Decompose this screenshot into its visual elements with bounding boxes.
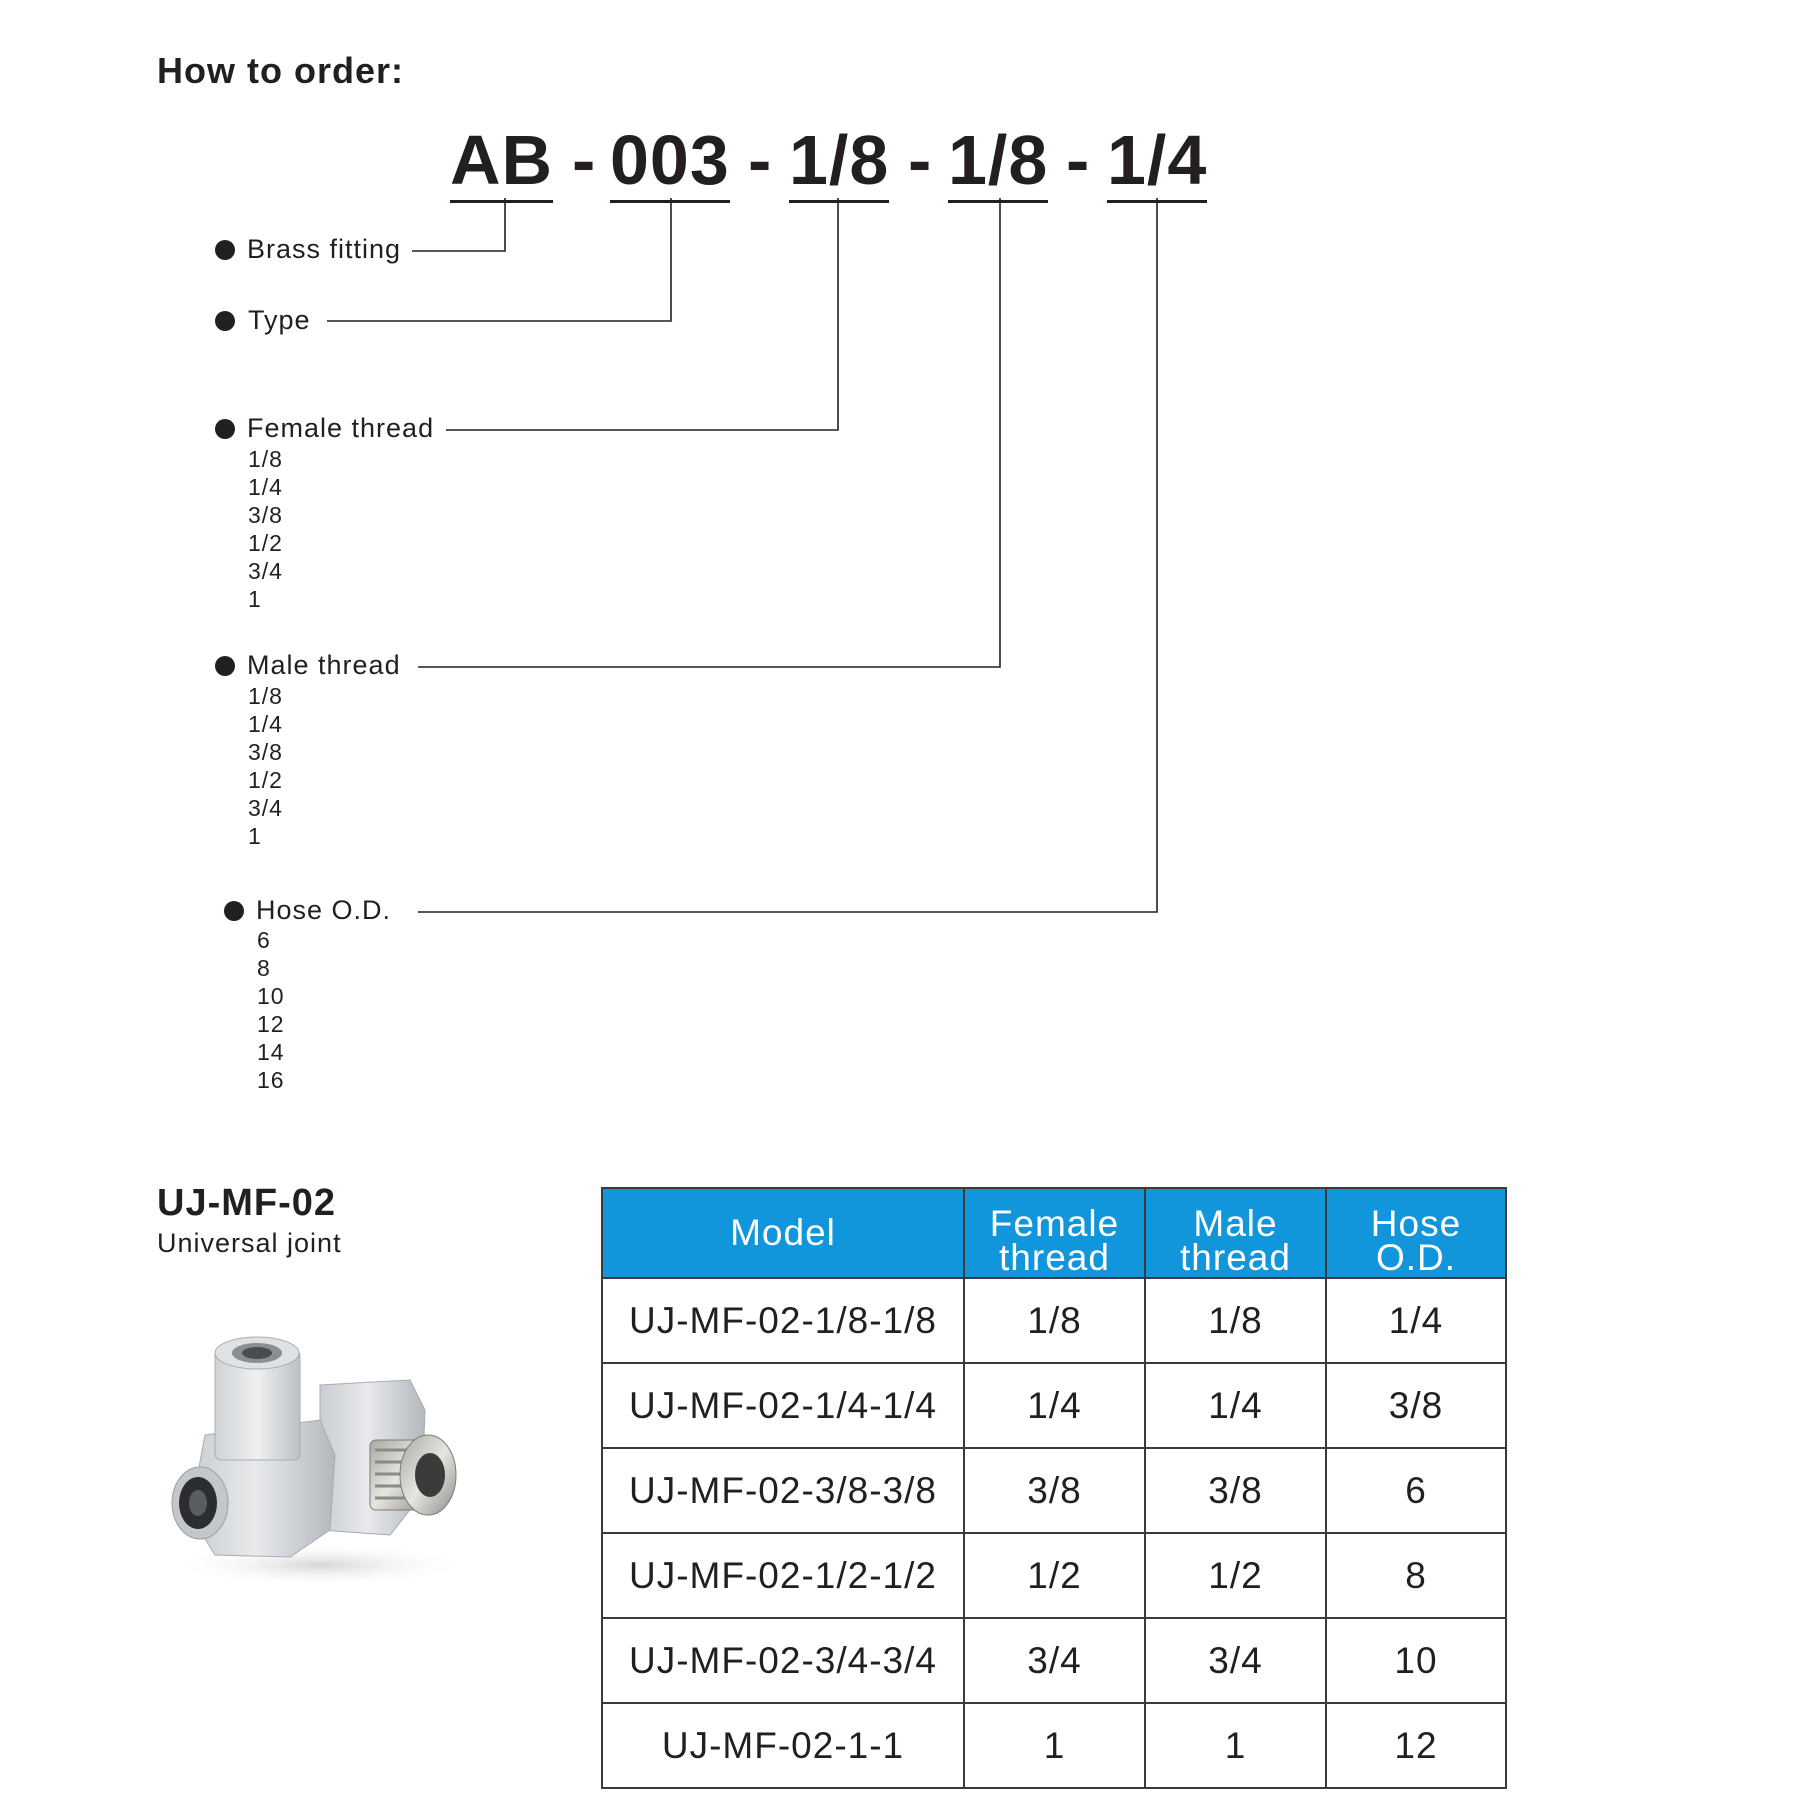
option-item: 1/8 (248, 446, 283, 472)
bullet-icon (215, 419, 235, 439)
code-separator: - (748, 121, 772, 199)
spec-table (601, 1187, 1507, 1789)
cell-male-thread: 1/8 (1145, 1278, 1326, 1363)
option-item: 6 (257, 927, 271, 953)
header-female-thread (964, 1188, 1145, 1278)
option-item: 8 (257, 955, 271, 981)
cell-female-thread: 1/2 (964, 1533, 1145, 1618)
option-item: 12 (257, 1011, 285, 1037)
header-male-thread (1145, 1188, 1326, 1278)
cell-male-thread: 3/8 (1145, 1448, 1326, 1533)
female-thread-options (248, 445, 283, 613)
leader-hose-od (418, 198, 1157, 912)
male-thread-options (248, 682, 283, 850)
header-line: thread (999, 1237, 1110, 1278)
how-to-order-title: How to order: (157, 50, 404, 91)
cell-hose-od: 10 (1326, 1618, 1506, 1703)
table-row (602, 1703, 1506, 1788)
code-separator: - (572, 121, 596, 199)
hose-od-options (257, 926, 285, 1094)
cell-male-thread: 1 (1145, 1703, 1326, 1788)
table-row (602, 1618, 1506, 1703)
option-item: 14 (257, 1039, 285, 1065)
universal-joint-photo (160, 1325, 465, 1590)
bullet-icon (224, 901, 244, 921)
cell-model: UJ-MF-02-3/8-3/8 (602, 1448, 964, 1533)
code-separator: - (908, 121, 932, 199)
option-item: 3/4 (248, 558, 283, 584)
product-subtitle: Universal joint (157, 1228, 342, 1258)
option-item: 1/2 (248, 767, 283, 793)
code-part-type: 003 (610, 122, 730, 203)
header-line: Male (1193, 1203, 1278, 1244)
cell-male-thread: 3/4 (1145, 1618, 1326, 1703)
cell-model: UJ-MF-02-1/2-1/2 (602, 1533, 964, 1618)
cell-model: UJ-MF-02-3/4-3/4 (602, 1618, 964, 1703)
field-label-male-thread: Male thread (247, 650, 401, 680)
cell-hose-od: 1/4 (1326, 1278, 1506, 1363)
option-item: 1/4 (248, 711, 283, 737)
header-model (602, 1188, 964, 1278)
cell-female-thread: 1/8 (964, 1278, 1145, 1363)
cell-hose-od: 3/8 (1326, 1363, 1506, 1448)
table-row (602, 1448, 1506, 1533)
cell-model: UJ-MF-02-1/4-1/4 (602, 1363, 964, 1448)
option-item: 10 (257, 983, 285, 1009)
table-row (602, 1363, 1506, 1448)
cell-female-thread: 1 (964, 1703, 1145, 1788)
field-label-hose-od: Hose O.D. (256, 895, 392, 925)
header-line: thread (1180, 1237, 1291, 1278)
cell-male-thread: 1/4 (1145, 1363, 1326, 1448)
table-header-row (602, 1188, 1506, 1278)
cell-hose-od: 12 (1326, 1703, 1506, 1788)
cell-female-thread: 3/4 (964, 1618, 1145, 1703)
leader-brass-fitting (412, 198, 505, 251)
field-label-brass-fitting: Brass fitting (247, 234, 402, 264)
option-item: 1 (248, 823, 262, 849)
field-label-type: Type (248, 305, 311, 335)
code-part-male-thread: 1/8 (948, 122, 1048, 203)
cell-female-thread: 3/8 (964, 1448, 1145, 1533)
cell-male-thread: 1/2 (1145, 1533, 1326, 1618)
header-model-label: Model (730, 1212, 836, 1253)
code-part-prefix: AB (450, 122, 553, 203)
header-line: O.D. (1375, 1237, 1457, 1278)
bullet-icon (215, 311, 235, 331)
option-item: 16 (257, 1067, 285, 1093)
option-item: 3/8 (248, 739, 283, 765)
leader-male-thread (418, 198, 1000, 667)
header-line: Hose (1370, 1203, 1462, 1244)
cell-model: UJ-MF-02-1/8-1/8 (602, 1278, 964, 1363)
product-title: UJ-MF-02 (157, 1182, 337, 1224)
bullet-icon (215, 240, 235, 260)
cell-hose-od: 6 (1326, 1448, 1506, 1533)
table-row (602, 1533, 1506, 1618)
bullet-icon (215, 656, 235, 676)
option-item: 1/2 (248, 530, 283, 556)
code-part-female-thread: 1/8 (789, 122, 889, 203)
code-part-hose-od: 1/4 (1107, 122, 1207, 203)
option-item: 1 (248, 586, 262, 612)
cell-model: UJ-MF-02-1-1 (602, 1703, 964, 1788)
cell-hose-od: 8 (1326, 1533, 1506, 1618)
header-hose-od (1326, 1188, 1506, 1278)
option-item: 3/8 (248, 502, 283, 528)
header-line: Female (989, 1203, 1120, 1244)
code-separator: - (1066, 121, 1090, 199)
cell-female-thread: 1/4 (964, 1363, 1145, 1448)
option-item: 3/4 (248, 795, 283, 821)
option-item: 1/4 (248, 474, 283, 500)
option-item: 1/8 (248, 683, 283, 709)
table-row (602, 1278, 1506, 1363)
field-label-female-thread: Female thread (247, 413, 435, 443)
